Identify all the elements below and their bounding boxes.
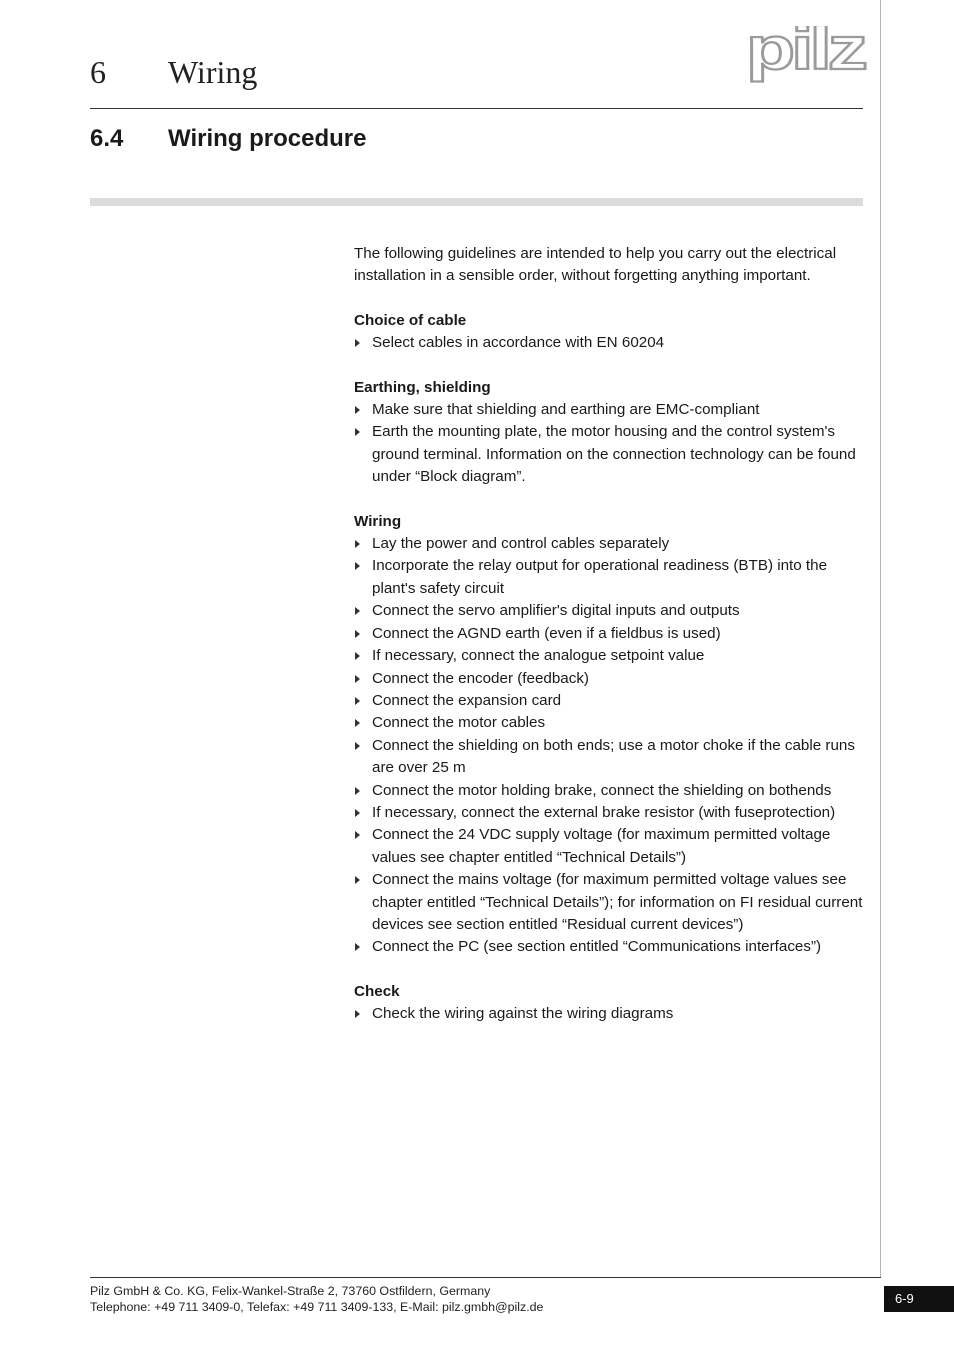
pilz-logo-text: pilz: [746, 26, 866, 82]
list-item: [354, 936, 866, 958]
list-item-text: Incorporate the relay output for operational readiness (BTB) into the plant's safety circuit: [372, 557, 828, 597]
bullet-list: [354, 332, 866, 354]
triangle-bullet-icon: [355, 562, 360, 570]
triangle-bullet-icon: [355, 540, 360, 548]
intro-paragraph: The following guidelines are intended to help you carry out the electrical installation in a sensible order, without forgetting anything important.: [354, 245, 837, 285]
list-item: [354, 421, 866, 488]
triangle-bullet-icon: [355, 943, 360, 951]
list-item: [354, 735, 866, 780]
triangle-bullet-icon: [355, 630, 360, 638]
guideline-group: [354, 511, 866, 959]
triangle-bullet-icon: [355, 831, 360, 839]
list-item: [354, 623, 866, 645]
bullet-list: [354, 1003, 866, 1025]
list-item-text: Connect the encoder (feedback): [372, 669, 589, 687]
list-item-text: Connect the motor cables: [372, 714, 546, 732]
list-item: [354, 1003, 866, 1025]
guideline-group: [354, 377, 866, 489]
list-item: [354, 600, 866, 622]
list-item-text: Connect the 24 VDC supply voltage (for maximum permitted voltage values see chapter entitled “Technical Details”): [372, 826, 831, 866]
list-item: [354, 869, 866, 936]
group-title: Earthing, shielding: [354, 378, 491, 396]
triangle-bullet-icon: [355, 339, 360, 347]
triangle-bullet-icon: [355, 607, 360, 615]
footer-address: Pilz GmbH & Co. KG, Felix-Wankel-Straße 2, 73760 Ostfildern, Germany: [90, 1284, 491, 1298]
list-item-text: Connect the servo amplifier's digital inputs and outputs: [372, 602, 740, 620]
guideline-group: [354, 981, 866, 1026]
list-item: [354, 690, 866, 712]
list-item-text: Connect the PC (see section entitled “Communications interfaces”): [372, 938, 822, 956]
right-margin-rule: [880, 0, 881, 1277]
page-number-badge: 6-9: [884, 1286, 954, 1312]
list-item: [354, 533, 866, 555]
section-divider-band: [90, 198, 863, 206]
list-item-text: Connect the mains voltage (for maximum permitted voltage values see chapter entitled “Technical Details”); for information on FI residual current devices see section entitled “Residual current devices”): [372, 871, 863, 933]
triangle-bullet-icon: [355, 876, 360, 884]
triangle-bullet-icon: [355, 406, 360, 414]
triangle-bullet-icon: [355, 652, 360, 660]
list-item-text: Lay the power and control cables separately: [372, 535, 670, 553]
list-item: [354, 802, 866, 824]
list-item-text: Earth the mounting plate, the motor housing and the control system's ground terminal. Information on the connection technology can be found under “Block diagram”.: [372, 423, 856, 486]
list-item: [354, 399, 866, 421]
section-number: 6.4: [90, 125, 124, 152]
guideline-groups: [354, 310, 866, 1026]
bullet-list: [354, 533, 866, 959]
list-item-text: Select cables in accordance with EN 60204: [372, 334, 665, 352]
list-item: [354, 645, 866, 667]
triangle-bullet-icon: [355, 675, 360, 683]
group-title: Check: [354, 982, 400, 1000]
list-item: [354, 668, 866, 690]
group-title: Choice of cable: [354, 311, 467, 329]
triangle-bullet-icon: [355, 787, 360, 795]
list-item-text: Connect the motor holding brake, connect the shielding on bothends: [372, 781, 832, 799]
bullet-list: [354, 399, 866, 489]
list-item-text: If necessary, connect the external brake resistor (with fuseprotection): [372, 803, 836, 821]
triangle-bullet-icon: [355, 697, 360, 705]
footer-rule: [90, 1277, 881, 1278]
chapter-number: 6: [90, 54, 106, 90]
list-item: [354, 780, 866, 802]
chapter-title: Wiring: [168, 54, 258, 90]
guideline-group: [354, 310, 866, 355]
list-item-text: Connect the AGND earth (even if a fieldbus is used): [372, 624, 721, 642]
triangle-bullet-icon: [355, 428, 360, 436]
list-item: [354, 332, 866, 354]
group-title: Wiring: [354, 512, 402, 530]
list-item: [354, 555, 866, 600]
footer-contact: Telephone: +49 711 3409-0, Telefax: +49 711 3409-133, E-Mail: pilz.gmbh@pilz.de: [90, 1300, 544, 1314]
pilz-logo: [745, 26, 867, 98]
triangle-bullet-icon: [355, 1010, 360, 1018]
list-item-text: If necessary, connect the analogue setpoint value: [372, 647, 705, 665]
triangle-bullet-icon: [355, 809, 360, 817]
list-item-text: Connect the shielding on both ends; use a motor choke if the cable runs are over 25 m: [372, 736, 855, 777]
list-item-text: Make sure that shielding and earthing are EMC-compliant: [372, 401, 760, 419]
list-item: [354, 824, 866, 869]
content-column: [354, 243, 866, 1048]
list-item: [354, 712, 866, 734]
header-rule: [90, 108, 863, 109]
list-item-text: Check the wiring against the wiring diagrams: [372, 1005, 674, 1023]
section-title: Wiring procedure: [168, 125, 367, 152]
triangle-bullet-icon: [355, 719, 360, 727]
triangle-bullet-icon: [355, 742, 360, 750]
list-item-text: Connect the expansion card: [372, 691, 562, 709]
